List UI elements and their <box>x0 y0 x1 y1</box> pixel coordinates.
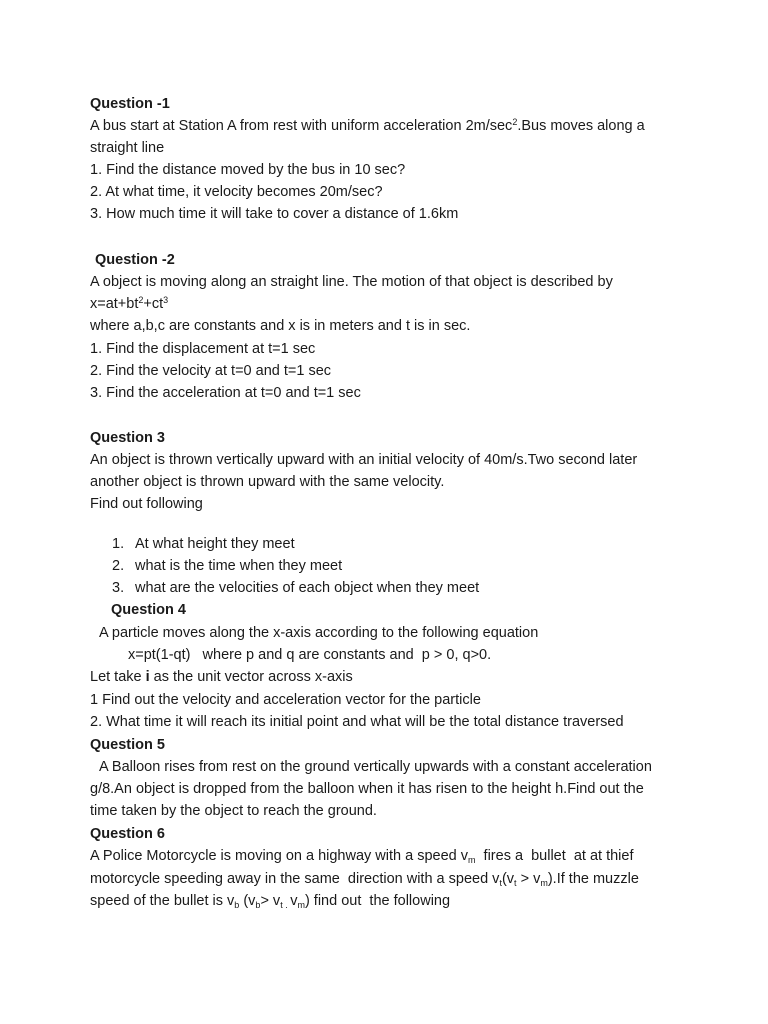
question-1-text-line-1: A bus start at Station A from rest with uniform acceleration $2m/\sec^2.Bus$ moves along a <box>90 117 645 134</box>
question-2-text-line-3: where a,b,c are constants and x is in meters and t is in sec. <box>90 318 471 334</box>
question-3-text-line-1: An object is thrown vertically upward with an initial velocity of 40m/s.Two second later <box>90 452 638 468</box>
question-2-text-line-1: A object is moving along an straight line. The motion of that object is described by <box>90 274 613 290</box>
list-item-number: 1. <box>112 536 125 552</box>
question-5-title: Question 5 <box>90 737 165 753</box>
question-6-title: Question 6 <box>90 826 165 842</box>
question-1-item-2: 2. At what time, it velocity becomes 20m/sec? <box>90 184 383 200</box>
question-4-text-line-3: Let take i as the unit vector across x-axis <box>90 669 353 685</box>
list-item-text: what is the time when they meet <box>135 558 343 574</box>
question-4-text-line-1: A particle moves along the x-axis according to the following equation <box>99 625 539 641</box>
question-1-item-3: 3. How much time it will take to cover a distance of 1.6km <box>90 206 459 222</box>
question-6-text-line-1: A Police Motorcycle is moving on a highway with a speed $v_m$ fires a bullet at at thief <box>90 848 634 865</box>
question-3-text-line-3: Find out following <box>90 496 203 512</box>
question-3-text-line-2: another object is thrown upward with the same velocity. <box>90 474 445 490</box>
question-1-title: Question -1 <box>90 96 170 112</box>
question-1-text-line-2: straight line <box>90 140 165 156</box>
list-item-text: At what height they meet <box>135 536 295 552</box>
question-4-item-2: 2. What time it will reach its initial point and what will be the total distance traversed <box>90 714 624 730</box>
question-5-text-line-1: A Balloon rises from rest on the ground vertically upwards with a constant acceleration <box>99 759 652 775</box>
question-5-text-line-2: g/8.An object is dropped from the balloon when it has risen to the height h.Find out the <box>90 781 644 797</box>
question-2-item-3: 3. Find the acceleration at t=0 and t=1 sec <box>90 385 361 401</box>
list-item-text: what are the velocities of each object when they meet <box>135 580 480 596</box>
question-2-equation: $x=at+bt^2+ct^3$ <box>90 295 169 312</box>
question-4-item-1: 1 Find out the velocity and acceleration vector for the particle <box>90 692 481 708</box>
question-2-item-2: 2. Find the velocity at t=0 and t=1 sec <box>90 363 332 379</box>
question-3-title: Question 3 <box>90 430 165 446</box>
list-item-number: 2. <box>112 558 125 574</box>
question-2-item-1: 1. Find the displacement at t=1 sec <box>90 341 316 357</box>
question-5-text-line-3: time taken by the object to reach the ground. <box>90 803 377 819</box>
question-6-text-line-2: motorcycle speeding away in the same direction with a speed $v_t(v_t > v_m).If$ the muzzle <box>90 871 639 888</box>
question-4-equation: x=pt(1-qt) where p and q are constants and p > 0, q>0. <box>128 647 492 663</box>
list-item-number: 3. <box>112 580 125 596</box>
question-1-item-1: 1. Find the distance moved by the bus in 10 sec? <box>90 162 406 178</box>
question-4-title: Question 4 <box>111 602 186 618</box>
question-2-title: Question -2 <box>95 252 175 268</box>
question-6-text-line-3: speed of the bullet is $v_b$ ($v_b> v_{t .}$ $v_m$) find out the following <box>90 893 451 910</box>
